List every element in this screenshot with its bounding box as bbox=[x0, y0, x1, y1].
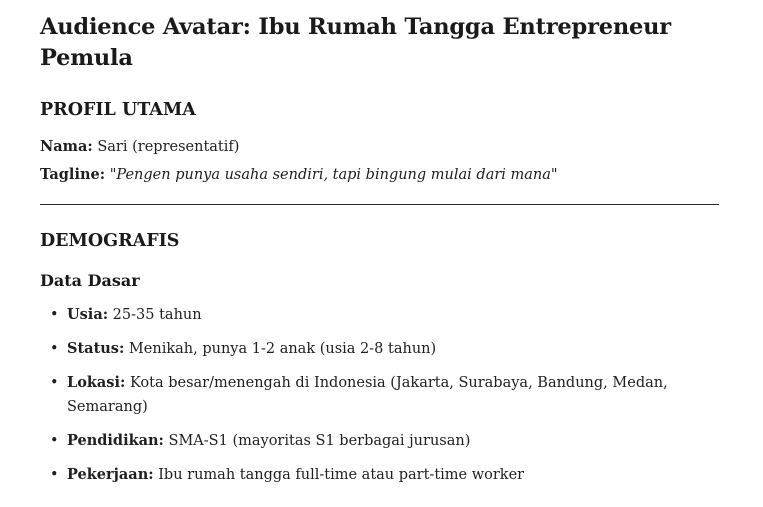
list-item-label: Pendidikan: bbox=[67, 432, 164, 449]
list-item-label: Status: bbox=[67, 340, 125, 357]
list-item-value: Menikah, punya 1-2 anak (usia 2-8 tahun) bbox=[124, 341, 437, 357]
list-item-status bbox=[40, 337, 687, 361]
subheading-data-dasar: Data Dasar bbox=[40, 271, 140, 290]
list-item-usia bbox=[40, 303, 687, 327]
list-item-pekerjaan bbox=[40, 463, 687, 487]
field-nama bbox=[40, 137, 719, 157]
list-item-pendidikan bbox=[40, 429, 687, 453]
bullet-icon: • bbox=[50, 307, 59, 323]
bullet-icon: • bbox=[50, 341, 59, 357]
demografis-list bbox=[40, 303, 719, 487]
list-item-label: Usia: bbox=[67, 306, 109, 323]
list-item-lokasi bbox=[40, 371, 687, 419]
field-label-nama: Nama: bbox=[40, 138, 93, 155]
bullet-icon: • bbox=[50, 433, 59, 449]
field-value-tagline: "Pengen punya usaha sendiri, tapi bingung mulai dari mana" bbox=[109, 167, 558, 183]
section-heading-profil: PROFIL UTAMA bbox=[40, 100, 196, 120]
list-item-value: Ibu rumah tangga full-time atau part-time worker bbox=[153, 467, 525, 483]
section-divider bbox=[40, 204, 719, 205]
field-label-tagline: Tagline: bbox=[40, 166, 106, 183]
list-item-value: 25-35 tahun bbox=[108, 307, 202, 323]
field-tagline bbox=[40, 165, 719, 185]
page-title: Audience Avatar: Ibu Rumah Tangga Entrepreneur Pemula bbox=[40, 14, 671, 71]
list-item-label: Lokasi: bbox=[67, 374, 126, 391]
field-value-nama: Sari (representatif) bbox=[92, 139, 240, 155]
section-heading-demografis: DEMOGRAFIS bbox=[40, 231, 180, 251]
bullet-icon: • bbox=[50, 467, 59, 483]
list-item-value: SMA-S1 (mayoritas S1 berbagai jurusan) bbox=[163, 433, 471, 449]
bullet-icon: • bbox=[50, 375, 59, 391]
list-item-label: Pekerjaan: bbox=[67, 466, 154, 483]
list-item-value: Kota besar/menengah di Indonesia (Jakarta, Surabaya, Bandung, Medan, Semarang) bbox=[67, 375, 668, 415]
